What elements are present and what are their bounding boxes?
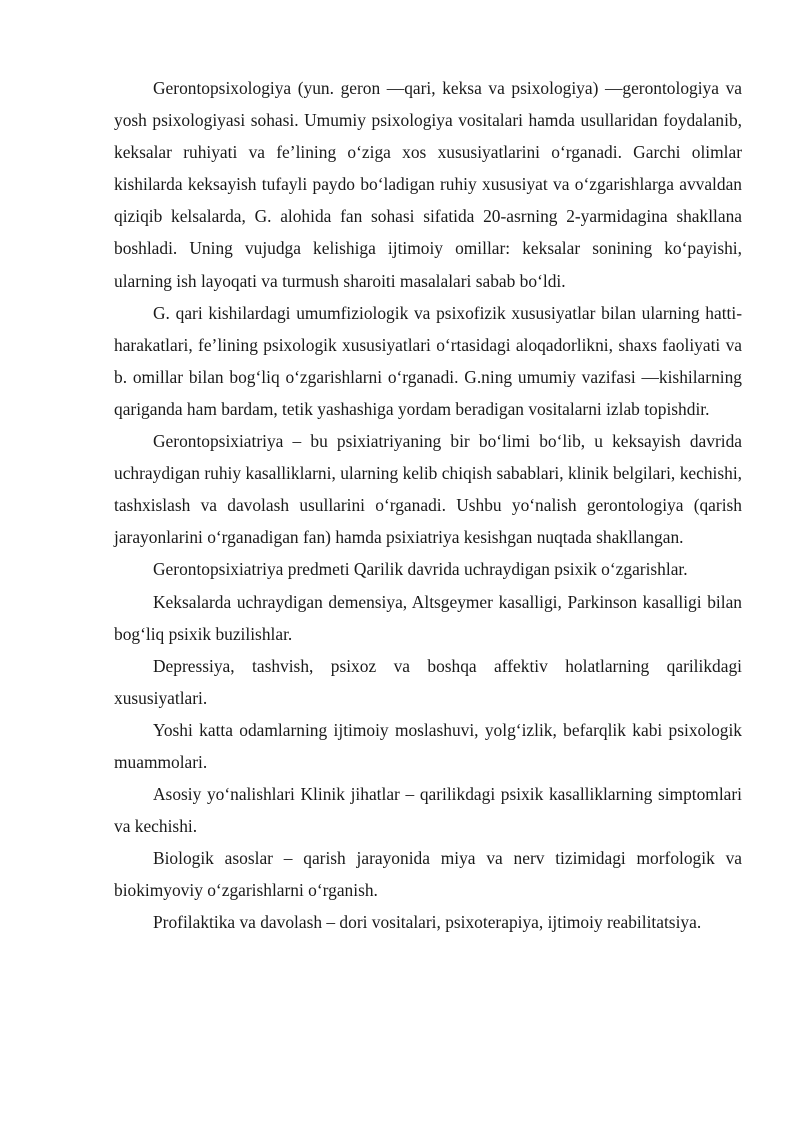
paragraph-gerontopsychology-definition: Gerontopsixologiya (yun. geron —qari, keksa va psixologiya) —gerontologiya va yosh psixologiyasi sohasi. Umumiy psixologiya vositalari hamda usullaridan foydalanib, keksalar ruhiyati va fe’lining o‘ziga xos xususiyatlarini o‘rganadi. Garchi olimlar kishilarda keksayish tufayli paydo bo‘ladigan ruhiy xususiyat va o‘zgarishlarga avvaldan qiziqib kelsalarda, G. alohida fan sohasi sifatida 20-asrning 2-yarmidagina shakllana boshladi. Uning vujudga kelishiga ijtimoiy omillar: keksalar sonining ko‘payishi, ularning ish layoqati va turmush sharoiti masalalari sabab bo‘ldi. <box>114 78 742 291</box>
paragraph-gerontopsychiatry-definition: Gerontopsixiatriya – bu psixiatriyaning bir bo‘limi bo‘lib, u keksayish davrida uchraydigan ruhiy kasalliklarni, ularning kelib chiqish sabablari, klinik belgilari, kechishi, tashxislash va davolash usullarini o‘rganadi. Ushbu yo‘nalish gerontologiya (qarish jarayonlarini o‘rganadigan fan) hamda psixiatriya kesishgan nuqtada shakllangan. <box>114 431 742 548</box>
paragraph-dementia-disorders: Keksalarda uchraydigan demensiya, Altsgeymer kasalligi, Parkinson kasalligi bilan bog‘liq psixik buzilishlar. <box>114 591 742 644</box>
paragraph-social-problems: Yoshi katta odamlarning ijtimoiy moslashuvi, yolg‘izlik, befarqlik kabi psixologik muammolari. <box>114 719 742 772</box>
paragraph-gerontopsychology-tasks: G. qari kishilardagi umumfiziologik va psixofizik xususiyatlar bilan ularning hatti-harakatlari, fe’lining psixologik xususiyatlari o‘rtasidagi aloqadorlikni, shaxs faoliyati va b. omillar bilan bog‘liq o‘zgarishlarni o‘rganadi. G.ning umumiy vazifasi —kishilarning qariganda ham bardam, tetik yashashiga yordam beradigan vositalarni izlab topishdir. <box>114 302 742 419</box>
paragraph-affective-states: Depressiya, tashvish, psixoz va boshqa affektiv holatlarning qarilikdagi xususiyatlari. <box>114 655 742 708</box>
document-page <box>114 72 742 939</box>
paragraph-gerontopsychiatry-subject: Gerontopsixiatriya predmeti Qarilik davrida uchraydigan psixik o‘zgarishlar. <box>153 559 688 580</box>
paragraph-clinical-aspects: Asosiy yo‘nalishlari Klinik jihatlar – qarilikdagi psixik kasalliklarning simptomlari va kechishi. <box>114 784 742 837</box>
paragraph-biological-basis: Biologik asoslar – qarish jarayonida miya va nerv tizimidagi morfologik va biokimyoviy o‘zgarishlarni o‘rganish. <box>114 848 742 901</box>
paragraph-prevention-treatment: Profilaktika va davolash – dori vositalari, psixoterapiya, ijtimoiy reabilitatsiya. <box>153 912 702 933</box>
